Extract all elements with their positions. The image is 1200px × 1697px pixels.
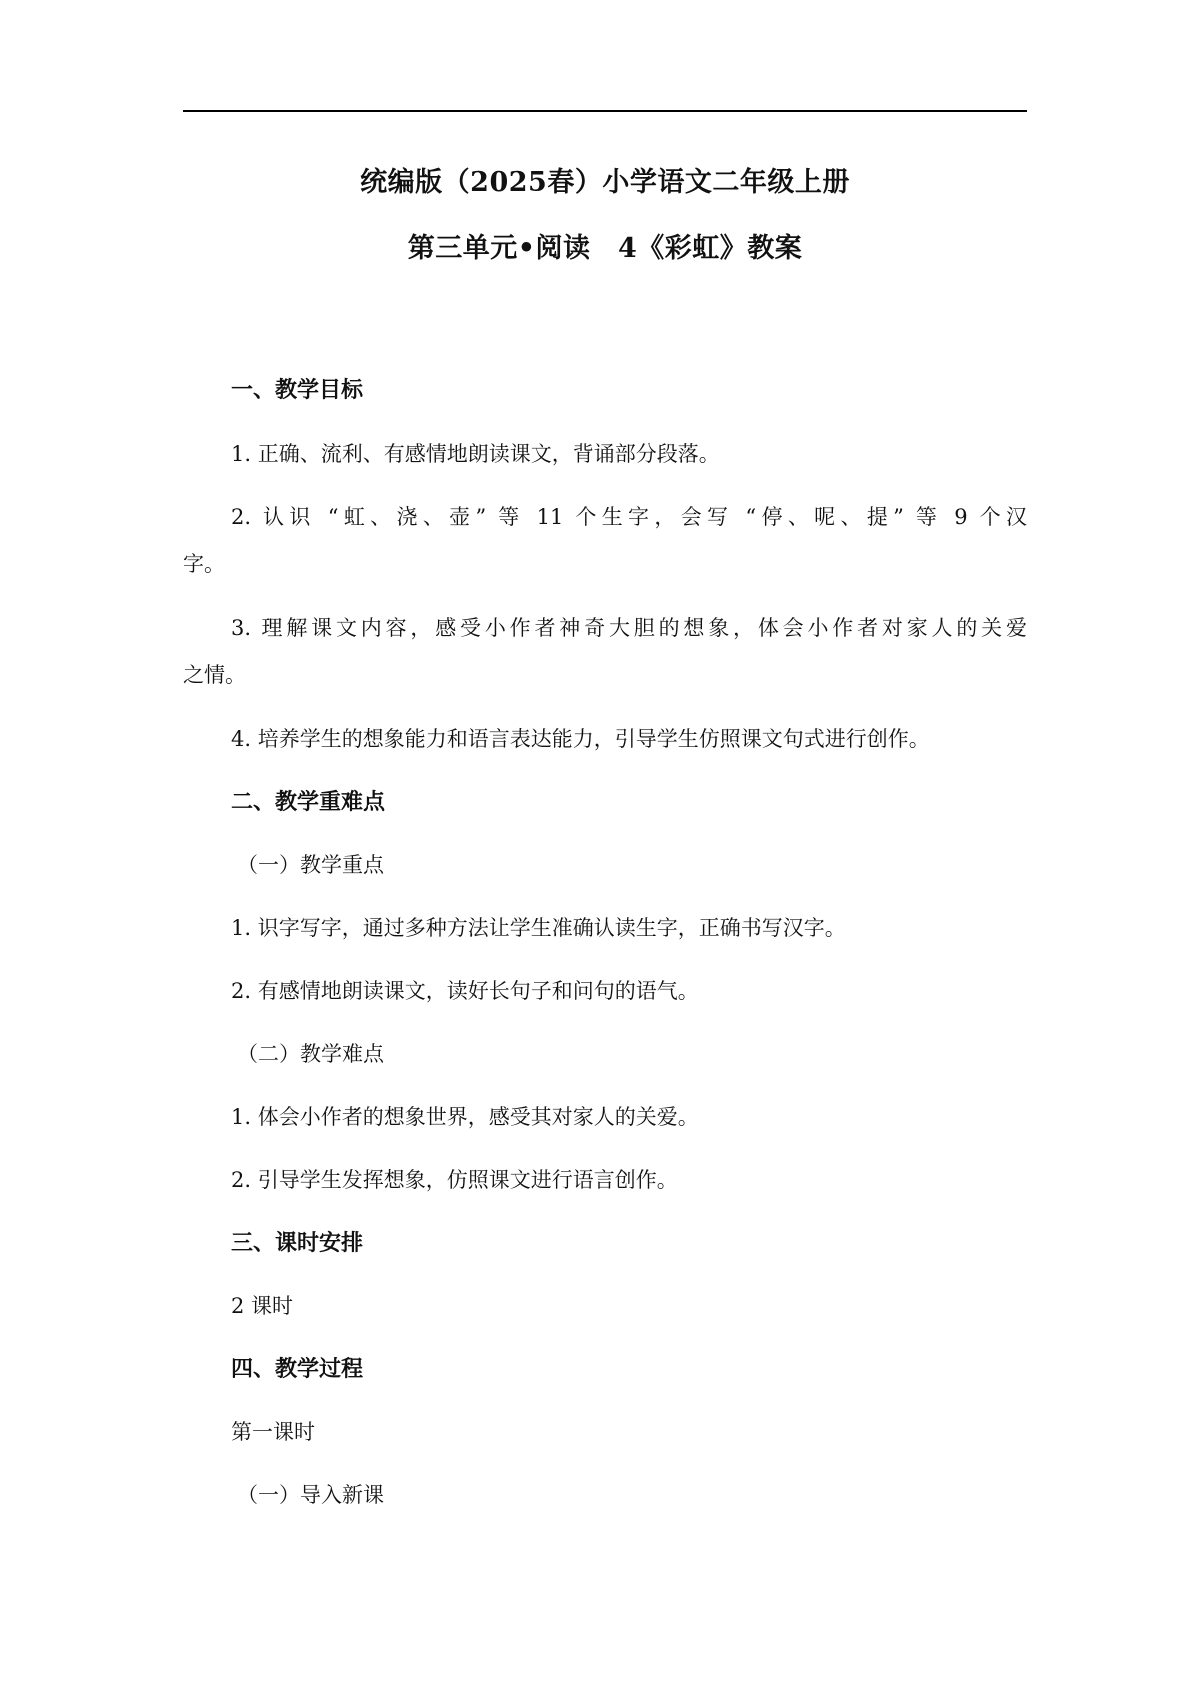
schedule-text: 2 课时: [231, 1294, 294, 1318]
subheading-introduction: （一）导入新课: [237, 1483, 384, 1507]
subheading-key-points: （一）教学重点: [237, 853, 384, 877]
difficulty-item-2: 2. 引导学生发挥想象，仿照课文进行语言创作。: [231, 1168, 678, 1192]
goal-item-4: 4. 培养学生的想象能力和语言表达能力，引导学生仿照课文句式进行创作。: [231, 727, 930, 751]
key-item-1: 1. 识字写字，通过多种方法让学生准确认读生字，正确书写汉字。: [231, 916, 846, 940]
goal-item-2: 2. 认识 “虹、浇、壶” 等 11 个生字，会写 “停、呢、提” 等 9 个汉: [231, 505, 1027, 529]
goal-item-2-continued: 字。: [183, 552, 225, 576]
section-heading-goals: 一、教学目标: [231, 377, 364, 403]
goal-item-1: 1. 正确、流利、有感情地朗读课文，背诵部分段落。: [231, 442, 720, 466]
subheading-difficulties: （二）教学难点: [237, 1042, 384, 1066]
goal-item-3: 3. 理解课文内容，感受小作者神奇大胆的想象，体会小作者对家人的关爱: [231, 616, 1027, 640]
difficulty-item-1: 1. 体会小作者的想象世界，感受其对家人的关爱。: [231, 1105, 699, 1129]
goal-item-3-continued: 之情。: [183, 663, 246, 687]
document-title: 统编版（2025春）小学语文二年级上册: [360, 167, 850, 198]
lesson-1-label: 第一课时: [231, 1420, 315, 1444]
header-rule: [183, 110, 1027, 112]
section-heading-process: 四、教学过程: [231, 1356, 364, 1382]
key-item-2: 2. 有感情地朗读课文，读好长句子和问句的语气。: [231, 979, 699, 1003]
section-heading-key-points: 二、教学重难点: [231, 789, 386, 815]
section-heading-schedule: 三、课时安排: [231, 1230, 364, 1256]
document-subtitle: 第三单元•阅读 4《彩虹》教案: [407, 233, 803, 264]
